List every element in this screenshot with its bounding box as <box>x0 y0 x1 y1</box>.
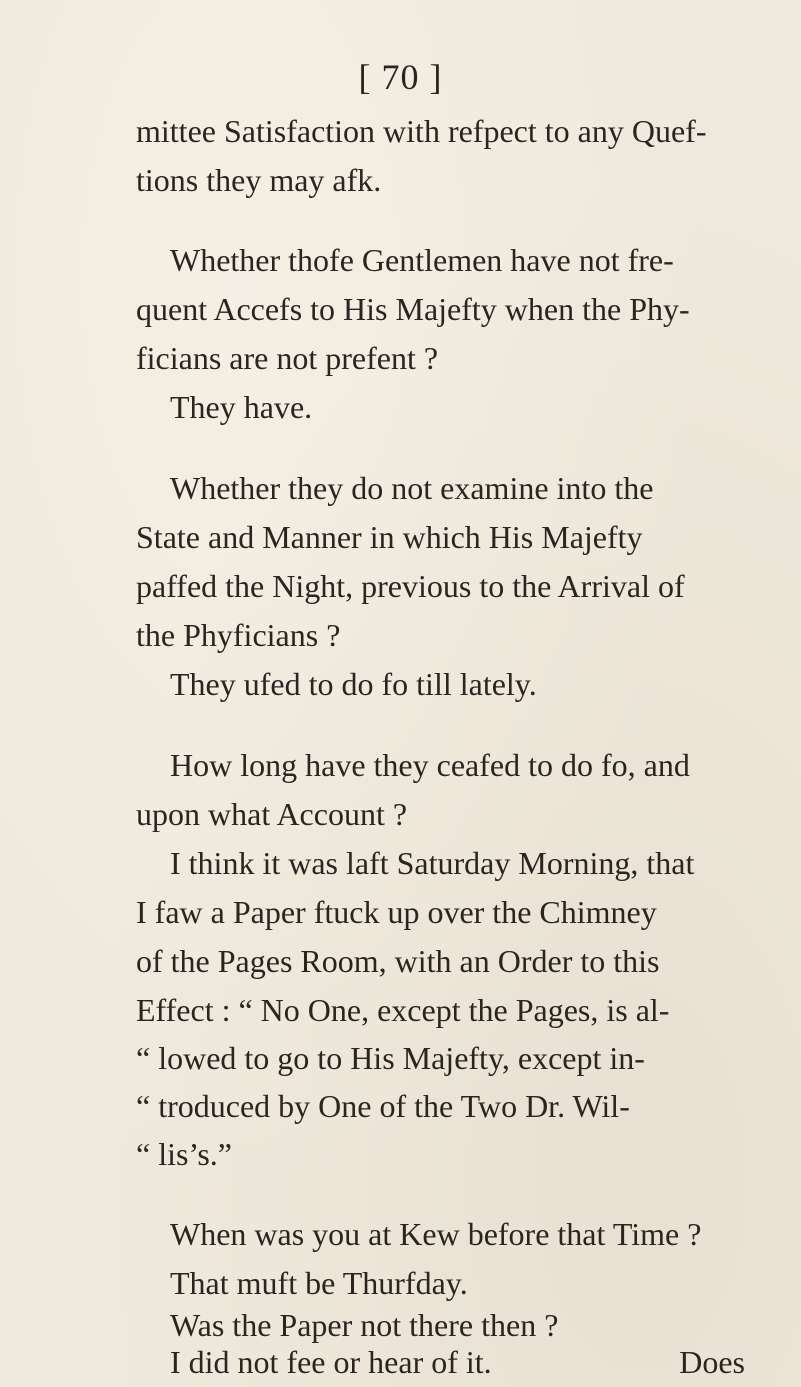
text-line: the Phyficians ? <box>136 617 341 653</box>
text-line: mittee Satisfaction with refpect to any Quef- <box>136 113 707 149</box>
text-line: Effect : “ No One, except the Pages, is al- <box>136 992 670 1028</box>
text-line: tions they may afk. <box>136 162 382 198</box>
text-line: I faw a Paper ftuck up over the Chimney <box>136 894 657 930</box>
text-line: How long have they ceafed to do fo, and <box>170 747 690 783</box>
text-line: I think it was laft Saturday Morning, that <box>170 845 695 881</box>
text-line: Whether thofe Gentlemen have not fre- <box>170 242 674 278</box>
text-line: “ lis’s.” <box>136 1136 232 1172</box>
text-line: upon what Account ? <box>136 796 408 832</box>
text-line: They have. <box>170 389 313 425</box>
text-line: ficians are not prefent ? <box>136 340 439 376</box>
text-line: Was the Paper not there then ? <box>170 1307 559 1343</box>
text-line: When was you at Kew before that Time ? <box>170 1216 702 1252</box>
text-line: I did not fee or hear of it. <box>170 1344 492 1380</box>
page-number-header: [ 70 ] <box>358 57 443 97</box>
text-line: “ lowed to go to His Majefty, except in- <box>136 1040 645 1076</box>
text-line: State and Manner in which His Majefty <box>136 519 643 555</box>
catchword: Does <box>679 1344 745 1380</box>
text-line: They ufed to do fo till lately. <box>170 666 537 702</box>
text-line: That muft be Thurfday. <box>170 1265 468 1301</box>
text-line: paffed the Night, previous to the Arrival of <box>136 568 685 604</box>
text-line: of the Pages Room, with an Order to this <box>136 943 660 979</box>
text-line: quent Accefs to His Majefty when the Phy- <box>136 291 690 327</box>
text-line: “ troduced by One of the Two Dr. Wil- <box>136 1088 630 1124</box>
text-line: Whether they do not examine into the <box>170 470 654 506</box>
